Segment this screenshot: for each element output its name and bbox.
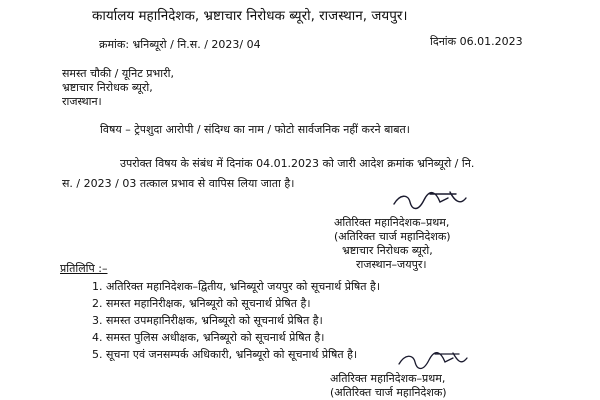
signature-2 (395, 350, 469, 374)
sig1-line-4: राजस्थान–जयपुर। (356, 258, 427, 271)
letter-date: दिनांक 06.01.2023 (430, 35, 523, 48)
body-line-1: उपरोक्त विषय के संबंध में दिनांक 04.01.2023 को जारी आदेश क्रमांक भ्रनिब्यूरो / नि. (120, 157, 475, 170)
copy-item: 2. समस्त महानिरीक्षक, भ्रनिब्यूरो को सूचनार्थ प्रेषित है। (92, 297, 311, 310)
body-line-2: स. / 2023 / 03 तत्काल प्रभाव से वापिस लिया जाता है। (62, 177, 295, 190)
recipient-line-3: राजस्थान। (62, 95, 102, 108)
sig1-line-3: भ्रष्टाचार निरोधक ब्यूरो, (342, 244, 433, 257)
subject-line: विषय – ट्रेपशुदा आरोपी / संदिग्ध का नाम / फोटो सार्वजनिक नहीं करने बाबत। (100, 123, 410, 136)
sig2-line-1: अतिरिक्त महानिदेशक–प्रथम, (330, 372, 446, 385)
sig1-line-2: (अतिरिक्त चार्ज महानिदेशक) (334, 230, 451, 243)
sig1-line-1: अतिरिक्त महानिदेशक–प्रथम, (334, 216, 450, 229)
copy-item: 3. समस्त उपमहानिरीक्षक, भ्रनिब्यूरो को सूचनार्थ प्रेषित है। (92, 314, 323, 327)
letterhead-title: कार्यालय महानिदेशक, भ्रष्टाचार निरोधक ब्यूरो, राजस्थान, जयपुर। (92, 8, 408, 24)
sig2-line-2: (अतिरिक्त चार्ज महानिदेशक) (330, 386, 447, 399)
copy-item: 5. सूचना एवं जनसम्पर्क अधिकारी, भ्रनिब्यूरो को सूचनार्थ प्रेषित है। (92, 348, 358, 361)
recipient-line-1: समस्त चौकी / यूनिट प्रभारी, (62, 67, 174, 80)
reference-number: क्रमांक: भ्रनिब्यूरो / नि.स. / 2023/ 04 (99, 38, 261, 51)
recipient-line-2: भ्रष्टाचार निरोधक ब्यूरो, (62, 81, 153, 94)
copy-item: 4. समस्त पुलिस अधीक्षक, भ्रनिब्यूरो को सूचनार्थ प्रेषित है। (92, 331, 325, 344)
copy-heading: प्रतिलिपि :– (60, 262, 108, 275)
copy-item: 1. अतिरिक्त महानिदेशक–द्वितीय, भ्रनिब्यूरो जयपुर को सूचनार्थ प्रेषित है। (92, 280, 380, 293)
signature-1 (390, 188, 470, 216)
